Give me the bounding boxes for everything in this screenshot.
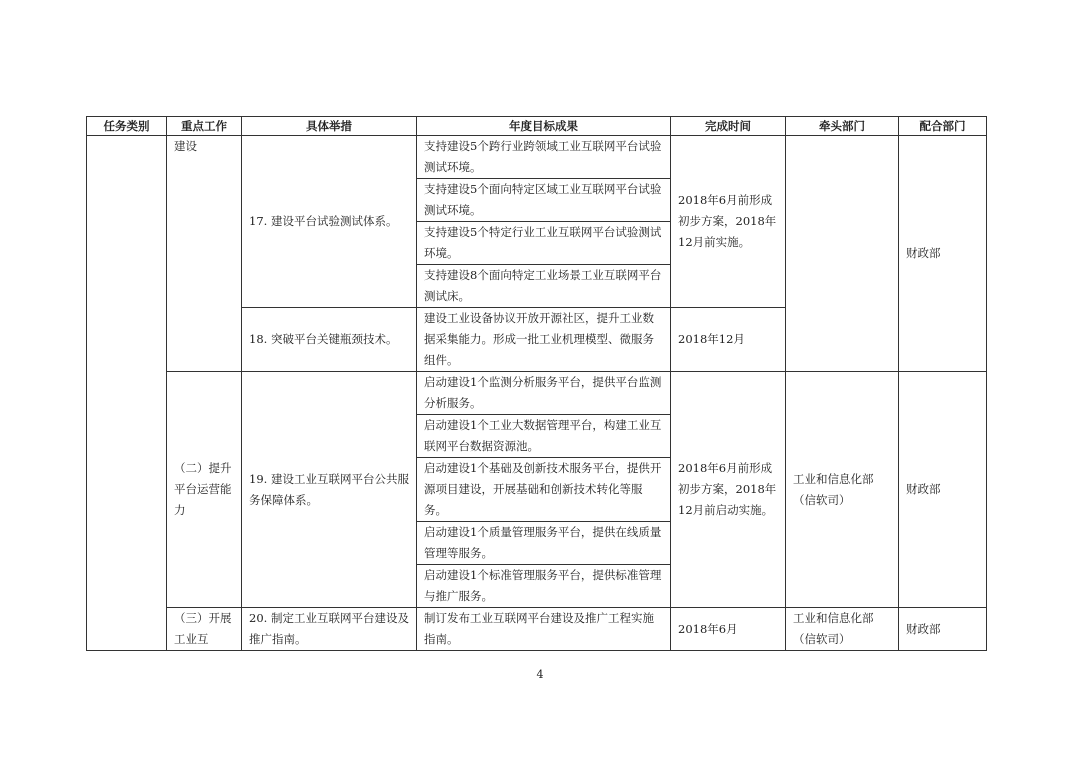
table-row — [87, 372, 987, 415]
target-20: 制订发布工业互联网平台建设及推广工程实施指南。 — [417, 608, 671, 651]
table-row — [87, 608, 987, 651]
header-lead-department: 牵头部门 — [786, 117, 899, 136]
cooperate-block1: 财政部 — [899, 136, 987, 372]
task-category-cell — [87, 136, 167, 651]
header-measures: 具体举措 — [242, 117, 417, 136]
time-19: 2018年6月前形成初步方案，2018年12月前启动实施。 — [671, 372, 786, 608]
target-19-3: 启动建设1个基础及创新技术服务平台，提供开源项目建设，开展基础和创新技术转化等服务。 — [417, 458, 671, 522]
header-completion-time: 完成时间 — [671, 117, 786, 136]
target-19-5: 启动建设1个标准管理服务平台，提供标准管理与推广服务。 — [417, 565, 671, 608]
target-17-2: 支持建设5个面向特定区域工业互联网平台试验测试环境。 — [417, 179, 671, 222]
lead-block1 — [786, 136, 899, 372]
header-annual-targets: 年度目标成果 — [417, 117, 671, 136]
lead-block2: 工业和信息化部（信软司） — [786, 372, 899, 608]
table-header-row — [87, 117, 987, 136]
time-18: 2018年12月 — [671, 308, 786, 372]
header-task-category: 任务类别 — [87, 117, 167, 136]
measure-17: 17. 建设平台试验测试体系。 — [242, 136, 417, 308]
target-17-1: 支持建设5个跨行业跨领域工业互联网平台试验测试环境。 — [417, 136, 671, 179]
time-17: 2018年6月前形成初步方案，2018年12月前实施。 — [671, 136, 786, 308]
measure-20: 20. 制定工业互联网平台建设及推广指南。 — [242, 608, 417, 651]
measure-18: 18. 突破平台关键瓶颈技术。 — [242, 308, 417, 372]
target-19-1: 启动建设1个监测分析服务平台，提供平台监测分析服务。 — [417, 372, 671, 415]
target-17-3: 支持建设5个特定行业工业互联网平台试验测试环境。 — [417, 222, 671, 265]
cooperate-block3: 财政部 — [899, 608, 987, 651]
target-18: 建设工业设备协议开放开源社区，提升工业数据采集能力。形成一批工业机理模型、微服务组件。 — [417, 308, 671, 372]
key-work-cell: （二）提升平台运营能力 — [167, 372, 242, 608]
key-work-cell: 建设 — [167, 136, 242, 372]
lead-block3: 工业和信息化部（信软司） — [786, 608, 899, 651]
target-19-2: 启动建设1个工业大数据管理平台，构建工业互联网平台数据资源池。 — [417, 415, 671, 458]
page-number: 4 — [536, 668, 544, 681]
target-17-4: 支持建设8个面向特定工业场景工业互联网平台测试床。 — [417, 265, 671, 308]
cooperate-block2: 财政部 — [899, 372, 987, 608]
key-work-cell: （三）开展工业互 — [167, 608, 242, 651]
header-cooperating-department: 配合部门 — [899, 117, 987, 136]
time-20: 2018年6月 — [671, 608, 786, 651]
table-row — [87, 136, 987, 179]
target-19-4: 启动建设1个质量管理服务平台，提供在线质量管理等服务。 — [417, 522, 671, 565]
task-table — [86, 116, 987, 651]
header-key-work: 重点工作 — [167, 117, 242, 136]
measure-19: 19. 建设工业互联网平台公共服务保障体系。 — [242, 372, 417, 608]
